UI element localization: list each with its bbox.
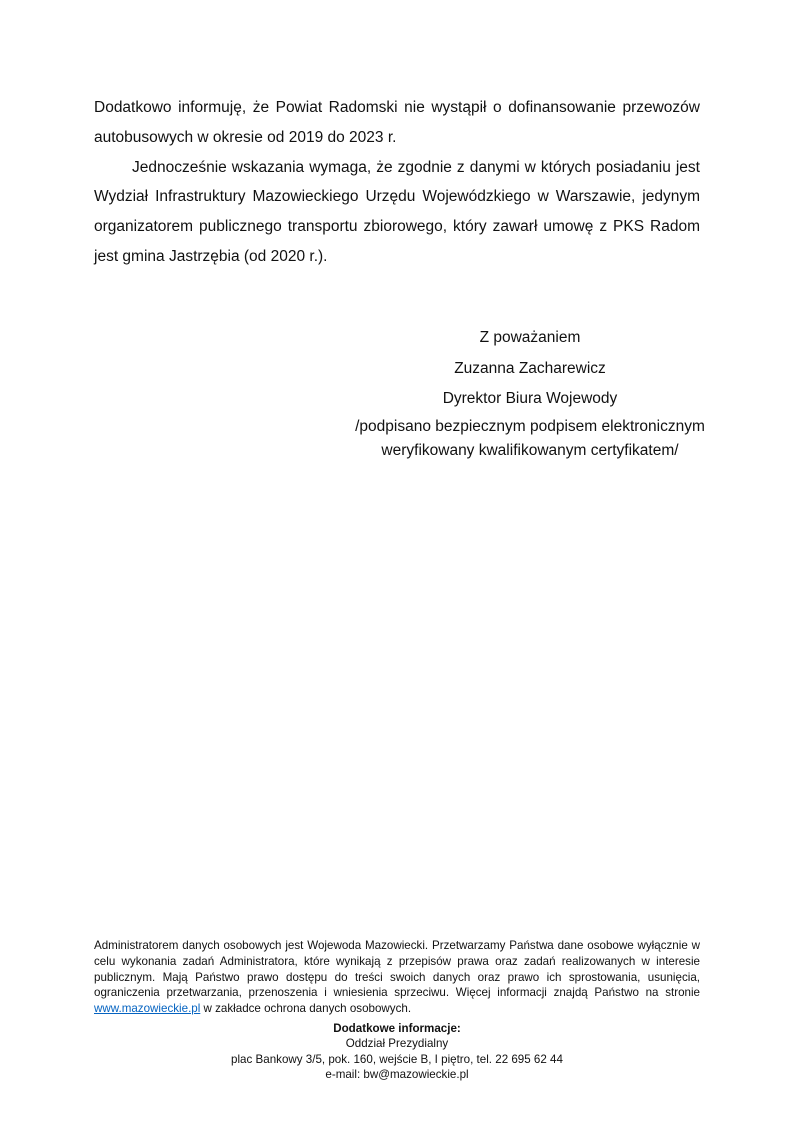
signer-name: Zuzanna Zacharewicz [454, 359, 606, 377]
address-line: plac Bankowy 3/5, pok. 160, wejście B, I piętro, tel. 22 695 62 44 [231, 1052, 563, 1066]
paragraph-organizer-info: Jednocześnie wskazania wymaga, że zgodnie z danymi w których posiadaniu jest Wydział Infrastruktury Mazowieckiego Urzędu Wojewódzkiego w Warszawie, jedynym organizatorem publicznego transportu zbiorowego, który zawarł umowę z PKS Radom jest gmina Jastrzębia (od 2020 r.). [94, 158, 700, 265]
paragraph-funding-info: Dodatkowo informuję, że Powiat Radomski nie wystąpił o dofinansowanie przewozów autobusowych w okresie od 2019 do 2023 r. [94, 99, 700, 146]
email-line: e-mail: bw@mazowieckie.pl [325, 1068, 469, 1082]
closing-phrase: Z poważaniem [479, 329, 581, 346]
electronic-signature-note-line2: weryfikowany kwalifikowanym certyfikatem/ [381, 442, 679, 459]
privacy-text-before-link: Administratorem danych osobowych jest Wojewoda Mazowiecki. Przetwarzamy Państwa dane osobowe wyłącznie w celu wykonania zadań Administratora, które wynikają z przepisów prawa oraz zadań realizowanych w interesie publicznym. Mają Państwo prawo dostępu do treści swoich danych oraz prawo ich sprostowania, usunięcia, ograniczenia przetwarzania, przenoszenia i wniesienia sprzeciwu. Więcej informacji znajdą Państwo na stronie [94, 939, 700, 1000]
electronic-signature-note-line1: /podpisano bezpiecznym podpisem elektronicznym [355, 417, 705, 435]
additional-info-heading: Dodatkowe informacje: [333, 1021, 461, 1035]
privacy-text-after-link: w zakładce ochrona danych osobowych. [200, 1002, 412, 1016]
contact-block [94, 1021, 700, 1083]
privacy-notice [94, 938, 700, 1017]
signer-title: Dyrektor Biura Wojewody [442, 390, 618, 407]
mazowieckie-link[interactable]: www.mazowieckie.pl [94, 1002, 201, 1016]
signature-block [345, 323, 715, 464]
letter-body [94, 93, 700, 272]
department-name: Oddział Prezydialny [345, 1037, 449, 1051]
letter-footer [94, 938, 700, 1083]
